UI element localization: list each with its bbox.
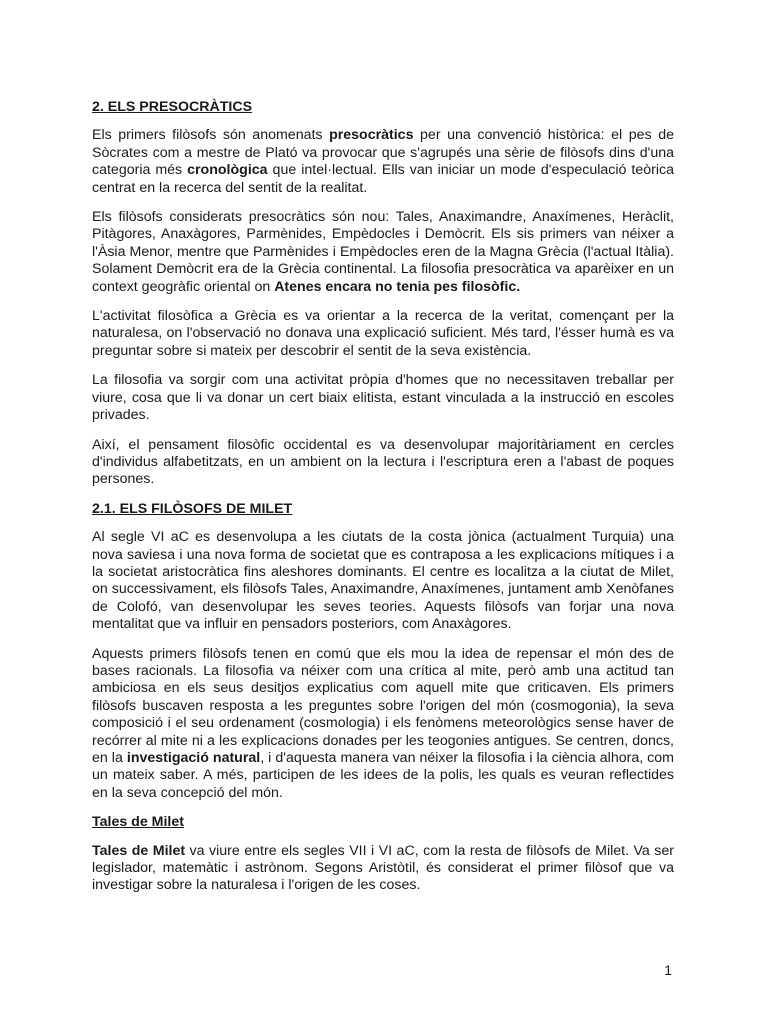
- bold-term-chronological: cronològica: [187, 162, 268, 179]
- text-run: Els filòsofs considerats presocràtics són nou: Tales, Anaximandre, Anaxímenes, Heràclit, Pitàgores, Anaxàgores, Parmènides, Empèdocles i Demòcrit. Els sis primers van néixer a l'Àsia Menor, mentre que Parmènides i Empèdocles eren de la Magna Grècia (l'actual Itàlia). Solament Demòcrit era de la Grècia continental. La filosofia presocràtica va aparèixer en un context geogràfic oriental on: [92, 209, 674, 295]
- paragraph-milet-context: Al segle VI aC es desenvolupa a les ciutats de la costa jònica (actualment Turquia) una nova saviesa i una nova forma de societat que es contraposa a les explicacions mítiques i a la societat aristocràtica fins aleshores dominants. El centre es localitza a la ciutat de Milet, on successivament, els filòsofs Tales, Anaximandre, Anaxímenes, juntament amb Xenòfanes de Colofó, van desenvolupar les seves teories. Aquests filòsofs van forjar una nova mentalitat que va influir en pensadors posteriors, com Anaxàgores.: [92, 529, 674, 633]
- text-run: Aquests primers filòsofs tenen en comú que els mou la idea de repensar el món des de bases racionals. La filosofia va néixer com una crítica al mite, però amb una actitud tan ambiciosa en els seus desitjos explicatius com aquell mite que criticaven. Els primers filòsofs buscaven resposta a les preguntes sobre l'origen del món (cosmogonia), la seva composició i el seu ordenament (cosmologia) i els fenòmens meteorològics sense haver de recórrer al mite ni a les explicacions donades per les teogonies antigues. Se centren, doncs, en la: [92, 645, 674, 766]
- section-heading: 2. ELS PRESOCRÀTICS: [92, 99, 253, 115]
- document-page: [92, 99, 674, 907]
- paragraph-presocratics-intro: [92, 127, 674, 197]
- paragraph-tales: [92, 843, 674, 895]
- bold-term-athens: Atenes encara no tenia pes filosòfic.: [274, 278, 521, 295]
- text-run: va viure entre els segles VII i VI aC, com la resta de filòsofs de Milet. Va ser legislador, matemàtic i astrònom. Segons Aristòtil, és considerat el primer filòsof que va investigar sobre la naturalesa i l'origen de les coses.: [92, 842, 674, 894]
- tales-heading: Tales de Milet: [92, 814, 184, 831]
- paragraph-presocratic-list: [92, 209, 674, 296]
- page-number: 1: [664, 962, 672, 978]
- text-run: , i d'aquesta manera van néixer la filosofia i la ciència alhora, com un mateix saber. A més, participen de les idees de la polis, les quals es veuran reflectides en la seva concepció del món.: [92, 750, 674, 801]
- text-run: Els primers filòsofs són anomenats: [92, 127, 330, 144]
- bold-term-tales: Tales de Milet: [92, 842, 186, 859]
- subsection-heading: 2.1. ELS FILÒSOFS DE MILET: [92, 500, 293, 517]
- bold-term-natural-investigation: investigació natural: [126, 750, 261, 766]
- text-run: que intel·lectual. Ells van iniciar un mode d'especulació teòrica centrat en la recerca del sentit de la realitat.: [92, 162, 674, 196]
- paragraph-philosophical-activity: L'activitat filosòfica a Grècia es va orientar a la recerca de la veritat, començant per la naturalesa, on l'observació no donava una explicació suficient. Més tard, l'ésser humà es va preguntar sobre si mateix per descobrir el sentit de la seva existència.: [92, 308, 674, 359]
- bold-term-presocratics: presocràtics: [329, 127, 414, 144]
- paragraph-western-thought: Així, el pensament filosòfic occidental es va desenvolupar majoritàriament en cercles d'individus alfabetitzats, en un ambient on la lectura i l'escriptura eren a l'abast de poques persones.: [92, 436, 674, 488]
- paragraph-origin-of-philosophy: La filosofia va sorgir com una activitat pròpia d'homes que no necessitaven treballar per viure, cosa que li va donar un cert biaix elitista, estant vinculada a la instrucció en escoles privades.: [92, 372, 674, 424]
- paragraph-first-philosophers: [92, 646, 674, 803]
- text-run: per una convenció històrica: el pes de Sòcrates com a mestre de Plató va provocar que s'agrupés una sèrie de filòsofs dins d'una categoria més: [92, 127, 674, 179]
